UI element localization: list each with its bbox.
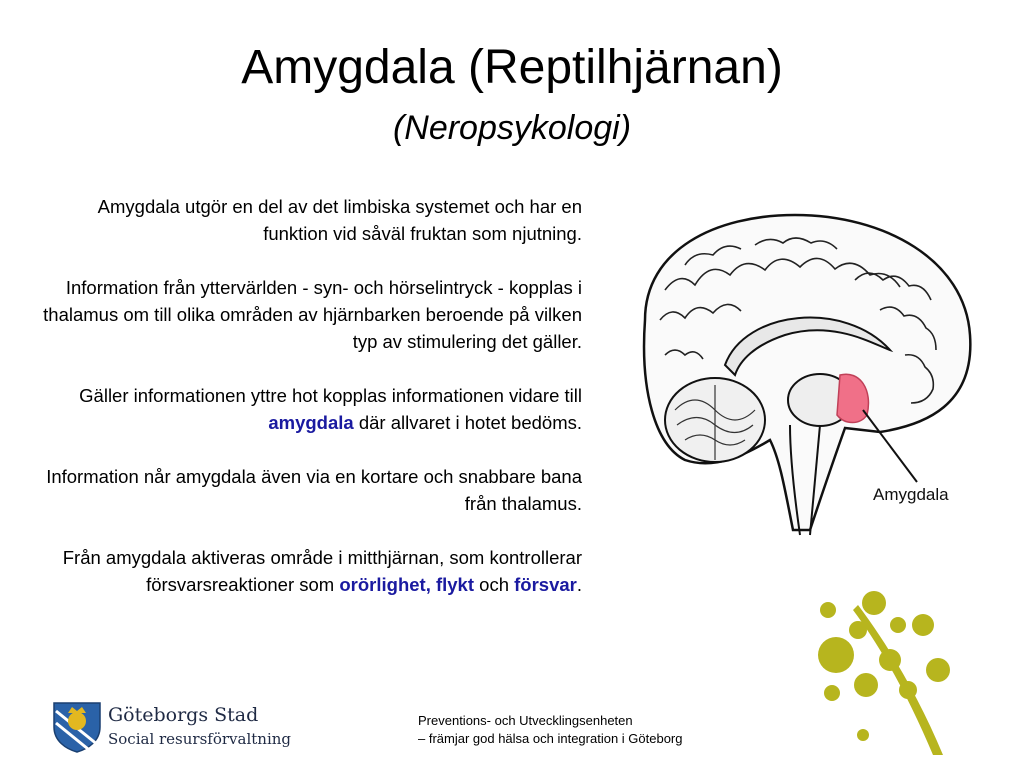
org-name: Göteborgs Stad <box>108 704 259 726</box>
paragraph-1: Amygdala utgör en del av det limbiska systemet och har en funktion vid såväl fruktan som njutning. <box>97 196 582 244</box>
paragraph-5: Från amygdala aktiveras område i mitthjärnan, som kontrollerar försvarsreaktioner som orörlighet, flykt och försvar. <box>62 547 582 595</box>
highlight-amygdala: amygdala <box>268 412 354 433</box>
decorative-tree-logo <box>808 585 968 755</box>
slide-subtitle: (Neropsykologi) <box>392 109 632 147</box>
footer-line-2: – främjar god hälsa och integration i Göteborg <box>418 731 683 746</box>
amygdala-label: Amygdala <box>873 485 949 504</box>
slide-title: Amygdala (Reptilhjärnan) <box>241 41 783 94</box>
footer-line-1: Preventions- och Utvecklingsenheten <box>418 713 633 728</box>
dept-name: Social resursförvaltning <box>108 730 292 748</box>
paragraph-2: Information från yttervärlden - syn- och hörselintryck - kopplas i thalamus om till olika områden av hjärnbarken beroende på vilken typ av stimulering det gäller. <box>43 277 582 352</box>
paragraph-4: Information når amygdala även via en kortare och snabbare bana från thalamus. <box>46 466 582 514</box>
body-text <box>30 193 582 625</box>
highlight-defense-1: orörlighet, flykt <box>339 574 475 595</box>
highlight-defense-2: försvar <box>514 574 577 595</box>
paragraph-3: Gäller informationen yttre hot kopplas informationen vidare till amygdala där allvaret i hotet bedöms. <box>79 385 582 433</box>
brain-illustration <box>605 170 1000 555</box>
footer <box>418 712 683 748</box>
